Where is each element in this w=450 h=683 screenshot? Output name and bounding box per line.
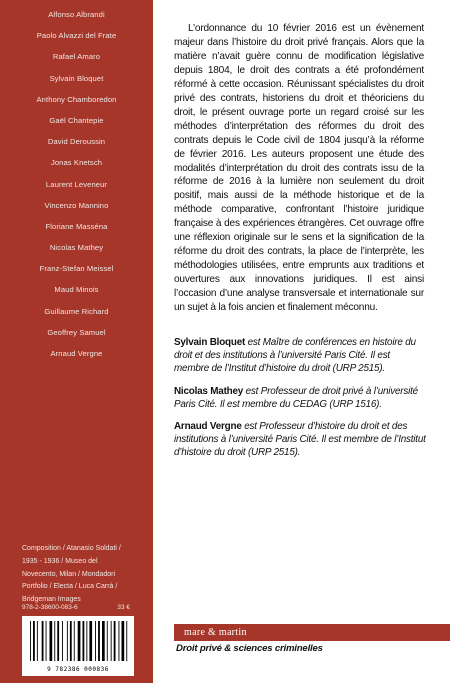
editor-bio (174, 336, 426, 376)
editor-bio (174, 420, 426, 460)
barcode-bar (70, 621, 72, 661)
barcode-bar (95, 621, 96, 661)
barcode-bar (42, 621, 44, 661)
author-name: Laurent Leveneur (45, 179, 108, 189)
author-name: Gaël Chantepie (49, 115, 104, 125)
author-name: Paolo Alvazzi del Frate (36, 31, 117, 41)
barcode-bar (54, 621, 55, 661)
isbn-price-row (22, 604, 130, 611)
book-summary: L’ordonnance du 10 février 2016 est un évènement majeur dans l’histoire du droit privé français. Alors que la matière n’avait guère connu de modification législative depuis 1804, le droit des contrats a été profondément réformé à cette occasion. Réunissant spécialistes du droit privé des contrats, historiens du droit et théoriciens du droit, le présent ouvrage porte un regard croisé sur les méthodes d’interprétation des réformes du droit des contrats depuis le Code civil de 1804 jusqu’à la réforme de février 2016. Les auteurs proposent une étude des modalités d’interprétation du droit des contrats issu de la réforme de 2016 à la lumière non seulement du droit positif, mais aussi de la méthode historique et de la méthode comparative, confrontant l’histoire juridique française à des expériences étrangères. Cet ouvrage offre une réflexion originale sur le sens et la signification de la réforme du droit des contrats, la place de l’interprète, les méthodologies utilisées, entre emprunts aux traditions et ouvertures aux innovations juridiques. Il est ainsi l’occasion d’une analyse transversale et internationale sur un sujet à la fois ancien et finalement méconnu. (174, 23, 424, 314)
editor-description: est Maître de conférences en histoire du droit et des institutions à l’université Paris Cité. Il est membre de l’Institut d’histoire du droit (URP 2515). (174, 337, 416, 375)
editor-bios (174, 336, 426, 469)
barcode-bar (107, 621, 108, 661)
author-name: Vincenzo Mannino (44, 200, 109, 210)
author-name: Maud Minois (54, 285, 99, 295)
author-name: David Deroussin (47, 137, 106, 147)
barcode-bar (114, 621, 116, 661)
editor-description: est Professeur d’histoire du droit et des institutions à l’université Paris Cité. Il est membre de l’Institut d’histoire du droit (URP 2515). (174, 421, 426, 459)
cover-image-credits: Composition / Atanasio Soldati / 1935 - 1936 / Museo del Novecento, Milan / Mondadori Portfolio / Electa / Luca Carrà / Bridgeman Images (22, 545, 121, 604)
author-name: Alfonso Albrandi (48, 10, 105, 19)
barcode-bar (86, 621, 87, 661)
barcode (22, 616, 134, 676)
barcode-bars-icon (28, 621, 128, 661)
author-name: Geoffrey Samuel (47, 327, 106, 337)
publisher-logo: mare & martin (184, 627, 247, 638)
barcode-bar (74, 621, 75, 661)
author-sidebar (0, 0, 153, 683)
author-name: Guillaume Richard (44, 306, 109, 316)
price: 33 € (117, 604, 130, 611)
author-name: Sylvain Bloquet (49, 73, 104, 83)
barcode-digits: 9 782386 000836 (47, 666, 109, 673)
barcode-bar (122, 621, 125, 661)
barcode-bar (83, 621, 85, 661)
barcode-bar (37, 621, 38, 661)
barcode-bar (33, 621, 35, 661)
author-name: Jonas Knetsch (50, 158, 103, 168)
author-name: Arnaud Vergne (50, 349, 103, 358)
barcode-bar (119, 621, 120, 661)
back-cover-text (174, 22, 424, 315)
author-name: Floriane Masséna (45, 221, 108, 231)
barcode-bar (30, 621, 31, 661)
barcode-bar (111, 621, 112, 661)
editor-name: Arnaud Vergne (174, 421, 242, 433)
isbn: 978-2-38600-083-6 (22, 604, 78, 611)
barcode-bar (89, 621, 92, 661)
barcode-bar (67, 621, 68, 661)
editor-name: Nicolas Mathey (174, 385, 244, 397)
barcode-bar (62, 621, 63, 661)
author-name: Franz-Stefan Meissel (39, 264, 114, 274)
author-name: Rafael Amaro (52, 52, 101, 62)
editor-description: est Professeur de droit privé à l’université Paris Cité. Il est membre du CEDAG (URP 1516). (174, 385, 418, 410)
collection-name: Droit privé & sciences criminelles (176, 643, 323, 654)
author-list (0, 4, 153, 364)
barcode-bar (50, 621, 53, 661)
barcode-bar (98, 621, 100, 661)
editor-bio (174, 385, 426, 411)
author-name: Anthony Chamboredon (36, 94, 117, 104)
barcode-bar (78, 621, 81, 661)
barcode-bar (46, 621, 47, 661)
barcode-bar (57, 621, 59, 661)
publisher-band (174, 624, 450, 641)
author-name: Nicolas Mathey (49, 243, 104, 253)
barcode-bar (126, 621, 127, 661)
barcode-bar (102, 621, 105, 661)
editor-name: Sylvain Bloquet (174, 337, 246, 348)
